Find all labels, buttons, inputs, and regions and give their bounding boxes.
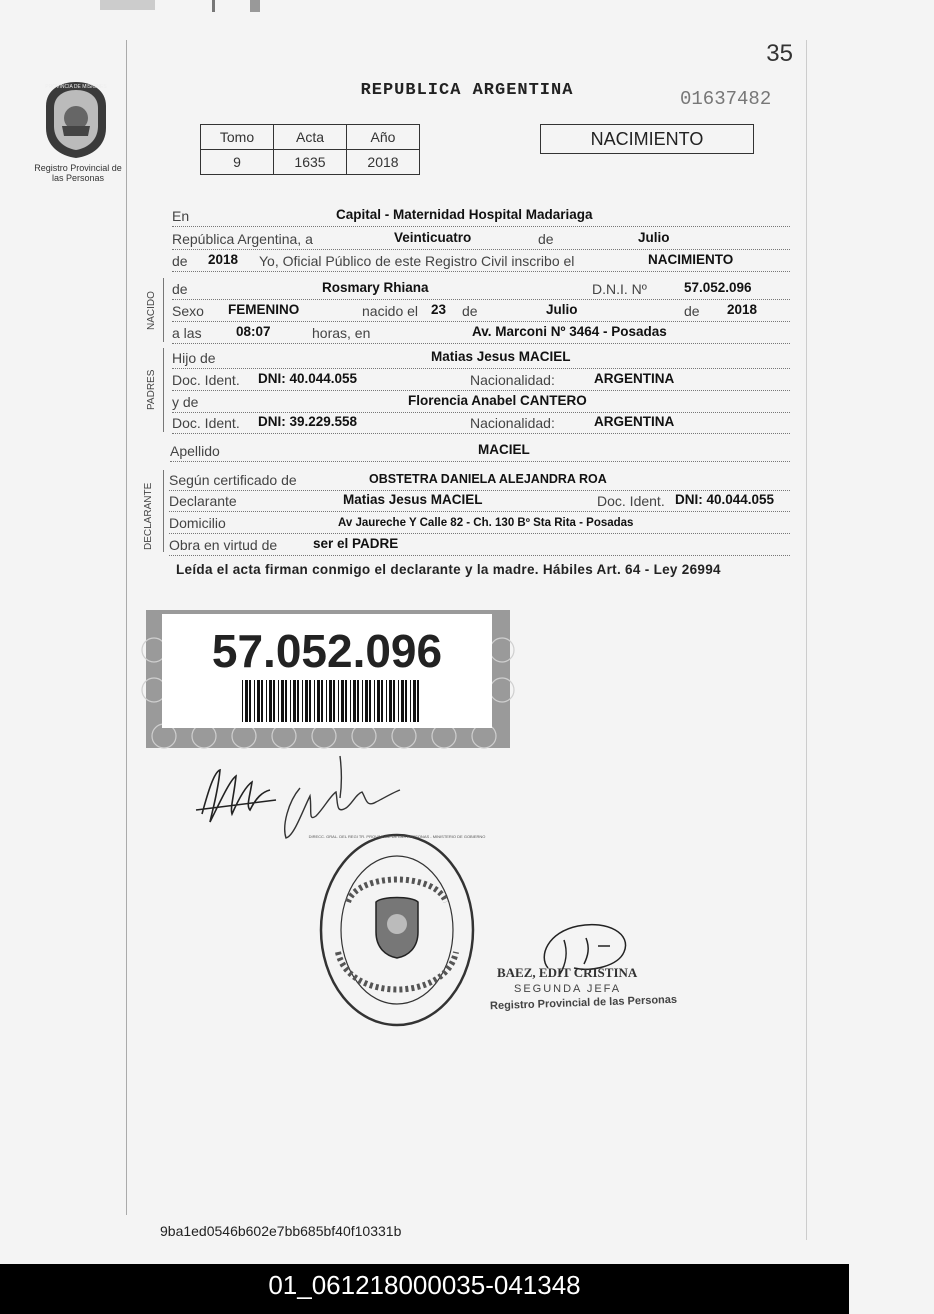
label-certificado: Según certificado de	[169, 472, 297, 488]
line-y-de	[172, 390, 790, 413]
value-inscribo: NACIMIENTO	[648, 252, 734, 267]
value-sexo: FEMENINO	[228, 302, 300, 317]
line-declarante	[169, 489, 790, 512]
value-year: 2018	[208, 252, 239, 267]
label-sexo: Sexo	[172, 303, 204, 319]
label-section-nacido: NACIDO	[146, 291, 157, 330]
crest-lettering: PROVINCIA DE MISIONES	[45, 84, 107, 90]
official-stamp-icon	[308, 832, 486, 1028]
stamp-lettering: DIRECC. GRAL. DEL REGI TR. PROVINCIAL DE LAS PERSONAS - MINISTERIO DE GOBIERNO	[308, 834, 486, 839]
line-hijo-de	[172, 346, 790, 369]
value-mother-nat: ARGENTINA	[594, 414, 675, 429]
value-birth-year: 2018	[727, 302, 758, 317]
line-mother-doc	[172, 411, 790, 434]
section-nacido	[163, 278, 164, 342]
value-birth-month: Julio	[546, 302, 578, 317]
value-month: Julio	[638, 230, 670, 245]
label-dni: D.N.I. Nº	[592, 281, 647, 297]
closing-text: Leída el acta firman conmigo el declarante y la madre. Hábiles Art. 64 - Ley 26994	[176, 562, 721, 577]
value-mother: Florencia Anabel CANTERO	[408, 393, 587, 408]
value-declarante: Matias Jesus MACIEL	[343, 492, 483, 507]
record-table-header	[201, 125, 420, 150]
line-apellido	[170, 439, 790, 462]
header-anio: Año	[347, 125, 420, 150]
label-nacido-de3: de	[684, 303, 700, 319]
label-apellido: Apellido	[170, 443, 220, 459]
serial-number: 01637482	[680, 88, 772, 110]
line-father-doc	[172, 368, 790, 391]
line-en	[172, 204, 790, 227]
line-nacido-name	[172, 277, 790, 300]
label-domicilio: Domicilio	[169, 515, 226, 531]
value-tomo: 9	[201, 150, 274, 175]
label-y-de: y de	[172, 394, 199, 410]
dni-card-panel	[162, 614, 492, 728]
value-en: Capital - Maternidad Hospital Madariaga	[336, 207, 593, 222]
label-mother-nat: Nacionalidad:	[470, 415, 555, 431]
value-domicilio: Av Jaureche Y Calle 82 - Ch. 130 Bº Sta Rita - Posadas	[338, 517, 634, 529]
label-en: En	[172, 208, 190, 224]
barcode-icon	[242, 680, 422, 722]
label-nacido-de2: de	[462, 303, 478, 319]
label-section-padres: PADRES	[146, 369, 157, 410]
page-number: 35	[766, 40, 793, 67]
scan-artifact	[100, 0, 260, 14]
value-child-dni: 57.052.096	[684, 280, 752, 295]
line-nacido-sexo	[172, 299, 790, 322]
label-nacido-el: nacido el	[362, 303, 419, 319]
line-certificado	[169, 468, 790, 491]
page-right-border	[806, 40, 807, 1240]
value-birth-place: Av. Marconi Nº 3464 - Posadas	[472, 324, 667, 339]
value-father: Matias Jesus MACIEL	[431, 349, 571, 364]
dni-card-number: 57.052.096	[211, 625, 443, 677]
section-declarante	[163, 470, 164, 552]
label-mother-doc: Doc. Ident.	[172, 415, 240, 431]
footer-id: 01_061218000035-041348	[0, 1264, 849, 1314]
label-father-nat: Nacionalidad:	[470, 372, 555, 388]
document-hash: 9ba1ed0546b602e7bb685bf40f10331b	[160, 1223, 402, 1239]
value-father-doc: DNI: 40.044.055	[258, 371, 358, 386]
record-table	[200, 124, 420, 175]
value-father-nat: ARGENTINA	[594, 371, 675, 386]
record-type-box: NACIMIENTO	[540, 124, 754, 154]
label-nacido-de: de	[172, 281, 188, 297]
page-left-border	[126, 40, 127, 1215]
value-anio: 2018	[347, 150, 420, 175]
value-obra: ser el PADRE	[313, 536, 399, 551]
section-padres	[163, 348, 164, 432]
value-apellido: MACIEL	[478, 442, 530, 457]
official-title: SEGUNDA JEFA	[514, 983, 622, 995]
line-republica	[172, 227, 790, 250]
label-section-declarante: DECLARANTE	[143, 482, 154, 550]
label-obra: Obra en virtud de	[169, 537, 278, 553]
value-declarante-doc: DNI: 40.044.055	[675, 492, 775, 507]
label-official: Yo, Oficial Público de este Registro Civil inscribo el	[259, 253, 575, 269]
value-birth-day: 23	[431, 302, 447, 317]
label-declarante: Declarante	[169, 493, 237, 509]
line-year	[172, 249, 790, 272]
value-birth-time: 08:07	[236, 324, 271, 339]
line-obra	[169, 533, 790, 556]
line-domicilio	[169, 511, 790, 534]
value-certificado: OBSTETRA DANIELA ALEJANDRA ROA	[369, 472, 607, 486]
value-child-name: Rosmary Rhiana	[322, 280, 429, 295]
label-de-year: de	[172, 253, 188, 269]
label-declarante-doc: Doc. Ident.	[597, 493, 665, 509]
header-acta: Acta	[274, 125, 347, 150]
value-acta: 1635	[274, 150, 347, 175]
label-father-doc: Doc. Ident.	[172, 372, 240, 388]
line-nacido-hora	[172, 321, 790, 344]
document-title: REPUBLICA ARGENTINA	[360, 81, 574, 100]
header-tomo: Tomo	[201, 125, 274, 150]
label-republica: República Argentina, a	[172, 231, 313, 247]
official-name: BAEZ, EDIT CRISTINA	[497, 965, 638, 980]
label-hijo-de: Hijo de	[172, 350, 216, 366]
official-organization: Registro Provincial de las Personas	[489, 993, 678, 1013]
dni-card	[146, 610, 510, 748]
label-horas: horas, en	[312, 325, 371, 341]
value-day-words: Veinticuatro	[394, 230, 472, 245]
label-alas: a las	[172, 325, 202, 341]
record-table-values	[201, 150, 420, 175]
label-de: de	[538, 231, 554, 247]
value-mother-doc: DNI: 39.229.558	[258, 414, 358, 429]
registry-logo-label: Registro Provincial de las Personas	[34, 163, 122, 183]
